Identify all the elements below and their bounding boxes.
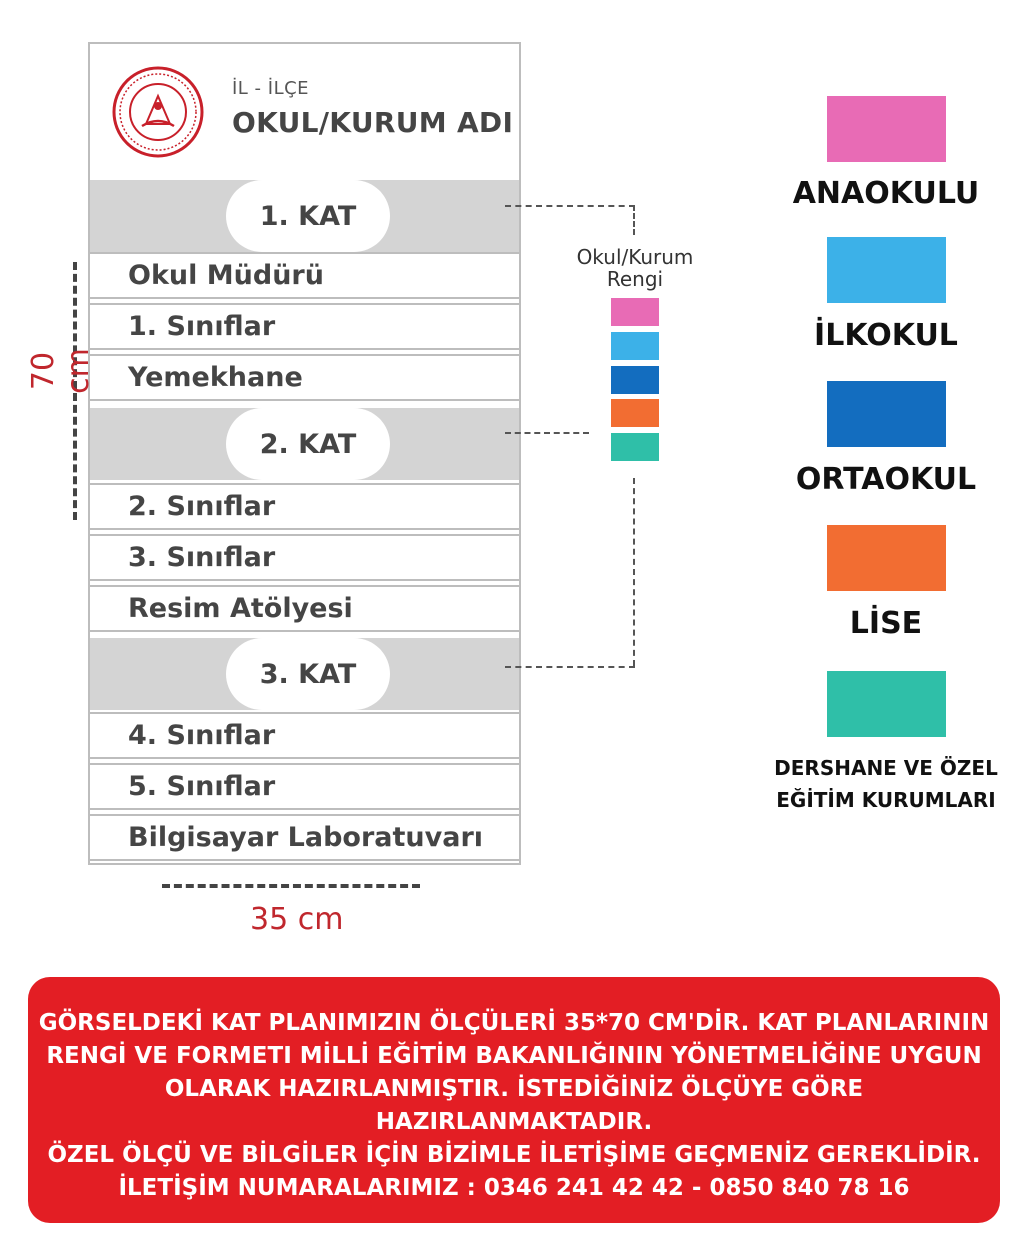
info-notice-box: [28, 977, 1000, 1223]
color-swatch-ilkokul: [611, 332, 659, 360]
width-dimension-line: [162, 884, 420, 888]
notice-text: [28, 1007, 1000, 1172]
legend-label-dershane-line2: EĞİTİM KURUMLARI: [776, 788, 996, 812]
legend-label-anaokulu: ANAOKULU: [792, 176, 980, 211]
connector-floor-1: [505, 205, 635, 207]
floor-plan-board: [88, 42, 521, 865]
floor-label-1: 1. KAT: [226, 180, 390, 252]
connector-floor-3: [505, 666, 635, 668]
room-row: 4. Sınıflar: [90, 712, 519, 759]
color-strip-title-line2: Rengi: [606, 267, 664, 291]
notice-line-1: GÖRSELDEKİ KAT PLANIMIZIN ÖLÇÜLERİ 35*70 CM'DİR. KAT PLANLARININ: [38, 1010, 990, 1036]
legend-color-ortaokul: [827, 381, 946, 447]
legend-color-dershane: [827, 671, 946, 737]
connector-floor-3-rise: [633, 478, 635, 666]
connector-floor-2: [505, 432, 589, 434]
notice-line-2: RENGİ VE FORMETI MİLLİ EĞİTİM BAKANLIĞININ YÖNETMELİĞİNE UYGUN: [46, 1043, 982, 1069]
legend-label-dershane-line1: DERSHANE VE ÖZEL: [774, 756, 998, 780]
legend-label-lise: LİSE: [849, 606, 923, 641]
room-row: 3. Sınıflar: [90, 534, 519, 581]
notice-line-3: OLARAK HAZIRLANMIŞTIR. İSTEDİĞİNİZ ÖLÇÜYE GÖRE HAZIRLANMAKTADIR.: [164, 1076, 864, 1135]
region-label: İL - İLÇE: [232, 78, 310, 99]
room-row: Resim Atölyesi: [90, 585, 519, 632]
color-strip-title: [566, 246, 704, 290]
width-dimension-label: 35 cm: [250, 902, 344, 937]
color-strip-title-line1: Okul/Kurum: [576, 245, 694, 269]
contact-numbers: İLETİŞİM NUMARALARIMIZ : 0346 241 42 42 - 0850 840 78 16: [118, 1175, 910, 1201]
board-header: [90, 44, 519, 180]
floor-band-3: [90, 638, 519, 710]
ministry-seal-logo: [112, 66, 204, 158]
floor-band-2: [90, 408, 519, 480]
room-row: Bilgisayar Laboratuvarı: [90, 814, 519, 861]
legend-label-ortaokul: ORTAOKUL: [795, 462, 977, 497]
color-swatch-ortaokul: [611, 366, 659, 394]
color-swatch-lise: [611, 399, 659, 427]
room-row: Okul Müdürü: [90, 252, 519, 299]
height-dimension-label: 70 cm: [26, 348, 96, 394]
notice-line-4: ÖZEL ÖLÇÜ VE BİLGİLER İÇİN BİZİMLE İLETİŞİME GEÇMENİZ GEREKLİDİR.: [47, 1142, 981, 1168]
legend-label-ilkokul: İLKOKUL: [814, 318, 958, 353]
legend-color-lise: [827, 525, 946, 591]
room-row: Yemekhane: [90, 354, 519, 401]
floor-label-3: 3. KAT: [226, 638, 390, 710]
legend-color-anaokulu: [827, 96, 946, 162]
room-row: 2. Sınıflar: [90, 483, 519, 530]
color-swatch-anaokulu: [611, 298, 659, 326]
floor-band-1: [90, 180, 519, 252]
legend-color-ilkokul: [827, 237, 946, 303]
institution-name: OKUL/KURUM ADI: [232, 106, 514, 139]
color-swatch-dershane: [611, 433, 659, 461]
connector-floor-1-drop: [633, 205, 635, 235]
room-row: 1. Sınıflar: [90, 303, 519, 350]
legend-label-dershane: [756, 752, 1016, 816]
floor-label-2: 2. KAT: [226, 408, 390, 480]
room-row: 5. Sınıflar: [90, 763, 519, 810]
